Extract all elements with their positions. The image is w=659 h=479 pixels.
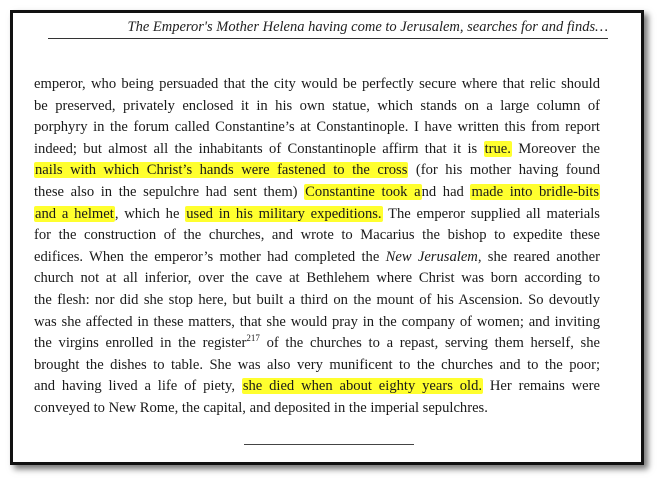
text-line: nails with which Christ’s hands were fastened to the cross (for his mother having found bbox=[35, 162, 600, 179]
text-line: for the construction of the churches, and wrote to Macarius the bishop to expedite these bbox=[34, 227, 600, 244]
text-line: was she affected in these matters, that she would pray in the company of women; and inviting bbox=[34, 313, 600, 330]
text-line: the virgins enrolled in the register$^{217}$ of the churches to a repast, serving them herself, she bbox=[34, 333, 600, 352]
underline-mark bbox=[244, 444, 414, 445]
highlight: used in his military expeditions. bbox=[186, 205, 382, 222]
text-line: emperor, who being persuaded that the city would be perfectly secure where that relic should bbox=[34, 76, 600, 92]
footnote-ref[interactable]: 217 bbox=[246, 333, 260, 344]
running-head: The Emperor's Mother Helena having come to Jerusalem, searches for and finds… bbox=[48, 19, 608, 39]
text-line: and having lived a life of piety, she died when about eighty years old. Her remains were bbox=[34, 378, 600, 395]
text-line: conveyed to New Rome, the capital, and deposited in the imperial sepulchres. bbox=[34, 399, 488, 416]
text-line: indeed; but almost all the inhabitants of Constantinople affirm that it is true. Moreover the bbox=[34, 140, 600, 157]
body-text bbox=[34, 74, 600, 420]
text-line: and a helmet, which he used in his military expeditions. The emperor supplied all materials bbox=[35, 205, 600, 222]
book-title: New Jerusalem, bbox=[385, 248, 482, 265]
text-line: edifices. When the emperor’s mother had completed the New Jerusalem, she reared another bbox=[34, 248, 600, 265]
highlight: Constantine took a bbox=[305, 183, 421, 200]
text-line: these also in the sepulchre had sent them) Constantine took and had made into bridle-bits bbox=[34, 183, 599, 200]
highlight: she died when about eighty years old. bbox=[242, 378, 483, 395]
text-line: be preserved, privately enclosed it in his own statue, which stands on a large column of bbox=[34, 97, 600, 114]
highlight: nails with which Christ’s hands were fastened to the cross bbox=[35, 162, 408, 179]
highlight: and a helmet bbox=[35, 205, 114, 222]
highlight: true. bbox=[484, 140, 511, 157]
text-line: church not at all inferior, over the cave at Bethlehem where Christ was born according to bbox=[34, 270, 600, 287]
text-line: porphyry in the forum called Constantine’s at Constantinople. I have written this from report bbox=[34, 119, 600, 136]
highlight: made into bridle-bits bbox=[471, 183, 599, 200]
text-line: the flesh: nor did she stop here, but built a third on the mount of his Ascension. So devoutly bbox=[34, 291, 600, 308]
text-line: brought the dishes to table. She was also very munificent to the churches and to the poor; bbox=[34, 356, 600, 373]
